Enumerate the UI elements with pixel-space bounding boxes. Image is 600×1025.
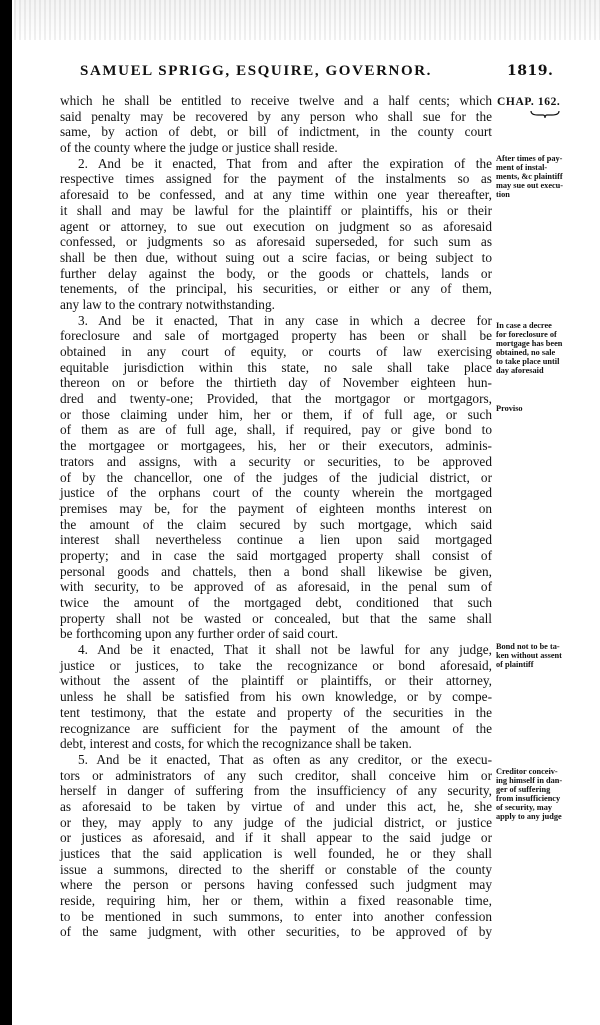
text-line: same, by action of debt, or bill of indictment, in the county court <box>60 124 492 140</box>
margin-note-line: from insufficiency <box>496 793 561 803</box>
margin-note-line: may sue out execu- <box>496 180 564 190</box>
running-header <box>0 63 600 85</box>
margin-note-line: tion <box>496 189 510 199</box>
text-line: any law to the contrary notwithstanding. <box>60 296 275 312</box>
text-line: which he shall be entitled to receive twelve and a half cents; which <box>60 93 492 108</box>
text-line: interest shall nevertheless continue a lien upon said mortgaged <box>60 532 492 548</box>
text-line: as aforesaid to be taken by virtue of and under this act, he, she <box>60 798 492 814</box>
text-line: of the county where the judge or justice shall reside. <box>60 140 338 156</box>
margin-note-line: day aforesaid <box>496 365 544 375</box>
text-line: recognizance are sufficient for the payment of the amount of the <box>60 720 492 736</box>
margin-note-line: Proviso <box>496 404 523 413</box>
text-line: of the same judgment, with other securities, to be approved of by <box>60 924 492 940</box>
text-line: issue a summons, directed to the sheriff or constable of the county <box>60 861 492 877</box>
text-line: 5. And be it enacted, That as often as any creditor, or the execu- <box>78 751 492 767</box>
text-line: dred and twenty-one; Provided, that the mortgagor or mortgagors, <box>60 391 492 407</box>
margin-note-line: for foreclosure of <box>496 329 557 339</box>
text-line: or they, may apply to any judge of the judicial district, or justice <box>60 814 492 830</box>
text-line: justice of the orphans court of the county wherein the mortgaged <box>60 485 492 501</box>
scan-noise-strip <box>14 0 600 40</box>
margin-note-line: In case a decree <box>496 321 552 330</box>
text-line: property; and in case the said mortgaged property shall consist of <box>60 547 492 563</box>
text-line: the amount of the claim secured by such mortgage, which said <box>60 516 492 532</box>
text-line: of them as are of full age, shall, if required, pay or give bond to <box>60 422 492 438</box>
margin-note-line: of plaintiff <box>496 659 534 669</box>
text-line: further delay against the body, or the goods or chattels, lands or <box>60 265 492 281</box>
margin-note-line: to take place until <box>496 356 560 366</box>
text-line: it shall and may be lawful for the plaintiff or plaintiffs, his or their <box>60 202 492 218</box>
text-line: equitable jurisdiction within this state, no sale shall take place <box>60 359 492 375</box>
text-line: respective times assigned for the payment of the instalments so as <box>60 171 492 187</box>
text-line: unless he shall be satisfied from his own knowledge, or by compe- <box>60 689 492 705</box>
margin-note-foreclosure <box>496 322 588 375</box>
margin-note-line: ment of instal- <box>496 162 548 172</box>
text-line: confessed, or judgments so as aforesaid superseded, for such sum as <box>60 234 492 250</box>
margin-note-line: ing himself in dan- <box>496 775 563 785</box>
running-year: 1819. <box>507 63 554 79</box>
chapter-brace <box>530 110 560 118</box>
margin-note-line: of security, may <box>496 802 552 812</box>
text-line: herself in danger of suffering from the insufficiency of any security, <box>60 783 492 799</box>
margin-note-line: obtained, no sale <box>496 347 556 357</box>
margin-note-line: apply to any judge <box>496 811 562 821</box>
text-line: premises may be, for the payment of eighteen months interest on <box>60 500 492 516</box>
text-line: thereon on or before the thirtieth day of November eighteen hun- <box>60 375 492 391</box>
margin-note-line: ken without assent <box>496 650 562 660</box>
text-line: the mortgagee or mortgagees, his, her or their executors, adminis- <box>60 438 492 454</box>
margin-note-line: Bond not to be ta- <box>496 642 560 651</box>
text-line: obtained in any court of equity, or courts of law exercising <box>60 344 492 359</box>
text-line: justice or justices, to take the recognizance or bond aforesaid, <box>60 657 492 673</box>
margin-note-bond-assent <box>496 643 588 670</box>
text-line: with security, to be approved of as aforesaid, in the penal sum of <box>60 579 492 595</box>
margin-note-line: After times of pay- <box>496 154 563 163</box>
margin-note-proviso <box>496 405 588 414</box>
text-line: twice the amount of the mortgaged debt, conditioned that such <box>60 595 492 610</box>
text-line: tors or administrators of any such creditor, shall conceive him or <box>60 767 492 783</box>
text-line: aforesaid to be confessed, and at any time within one year thereafter, <box>60 187 492 203</box>
text-line: 2. And be it enacted, That from and after the expiration of the <box>78 155 492 171</box>
margin-note-line: Creditor conceiv- <box>496 767 558 776</box>
text-line: where the person or persons having confessed such judgment may <box>60 877 492 893</box>
text-line: agent or attorney, to sue out execution on judgment so as aforesaid <box>60 218 492 234</box>
text-line: of by the chancellor, one of the judges of the judicial district, or <box>60 469 492 485</box>
text-line: trators and assigns, with a security or securities, to be approved <box>60 453 492 469</box>
margin-note-line: mortgage has been <box>496 338 563 348</box>
text-line: 3. And be it enacted, That in any case in which a decree for <box>78 312 492 328</box>
margin-note-line: ments, &c plaintiff <box>496 171 563 181</box>
text-line: without the assent of the plaintiff or plaintiffs, or their attorney, <box>60 673 492 689</box>
statute-body-text <box>60 93 492 940</box>
text-line: property shall not be wasted or concealed, but that the same shall <box>60 610 492 626</box>
margin-note-execution <box>496 155 588 200</box>
running-title: SAMUEL SPRIGG, ESQUIRE, GOVERNOR. <box>80 63 433 79</box>
text-line: 4. And be it enacted, That it shall not be lawful for any judge, <box>78 642 492 658</box>
text-line: reside, requiring him, her or them, within a fixed reasonable time, <box>60 893 492 909</box>
text-line: debt, interest and costs, for which the recognizance shall be taken. <box>60 736 412 752</box>
text-line: justices that the said application is well founded, he or they shall <box>60 846 492 861</box>
text-line: shall be then due, without suing out a scire facias, or being subject to <box>60 249 492 265</box>
text-line: tent testimony, that the estate and property of the securities in the <box>60 704 492 720</box>
chapter-label: CHAP. 162. <box>497 96 561 108</box>
margin-note-creditor <box>496 768 588 821</box>
text-line: to be mentioned in such summons, to enter into another confession <box>60 908 492 924</box>
text-line: said penalty may be recovered by any person who shall sue for the <box>60 108 492 124</box>
margin-note-line: ger of suffering <box>496 784 551 794</box>
text-line: personal goods and chattels, then a bond shall likewise be given, <box>60 563 492 579</box>
scan-page-edge <box>0 0 12 1025</box>
text-line: tenements, of the principal, his securities, or either or any of them, <box>60 281 492 297</box>
text-line: or those claiming under him, her or them, if of full age, or such <box>60 406 492 422</box>
text-line: or justices as aforesaid, and if it shall appear to the said judge or <box>60 830 492 846</box>
text-line: be forthcoming upon any further order of said court. <box>60 626 339 642</box>
text-line: foreclosure and sale of mortgaged property has been or shall be <box>60 328 492 344</box>
